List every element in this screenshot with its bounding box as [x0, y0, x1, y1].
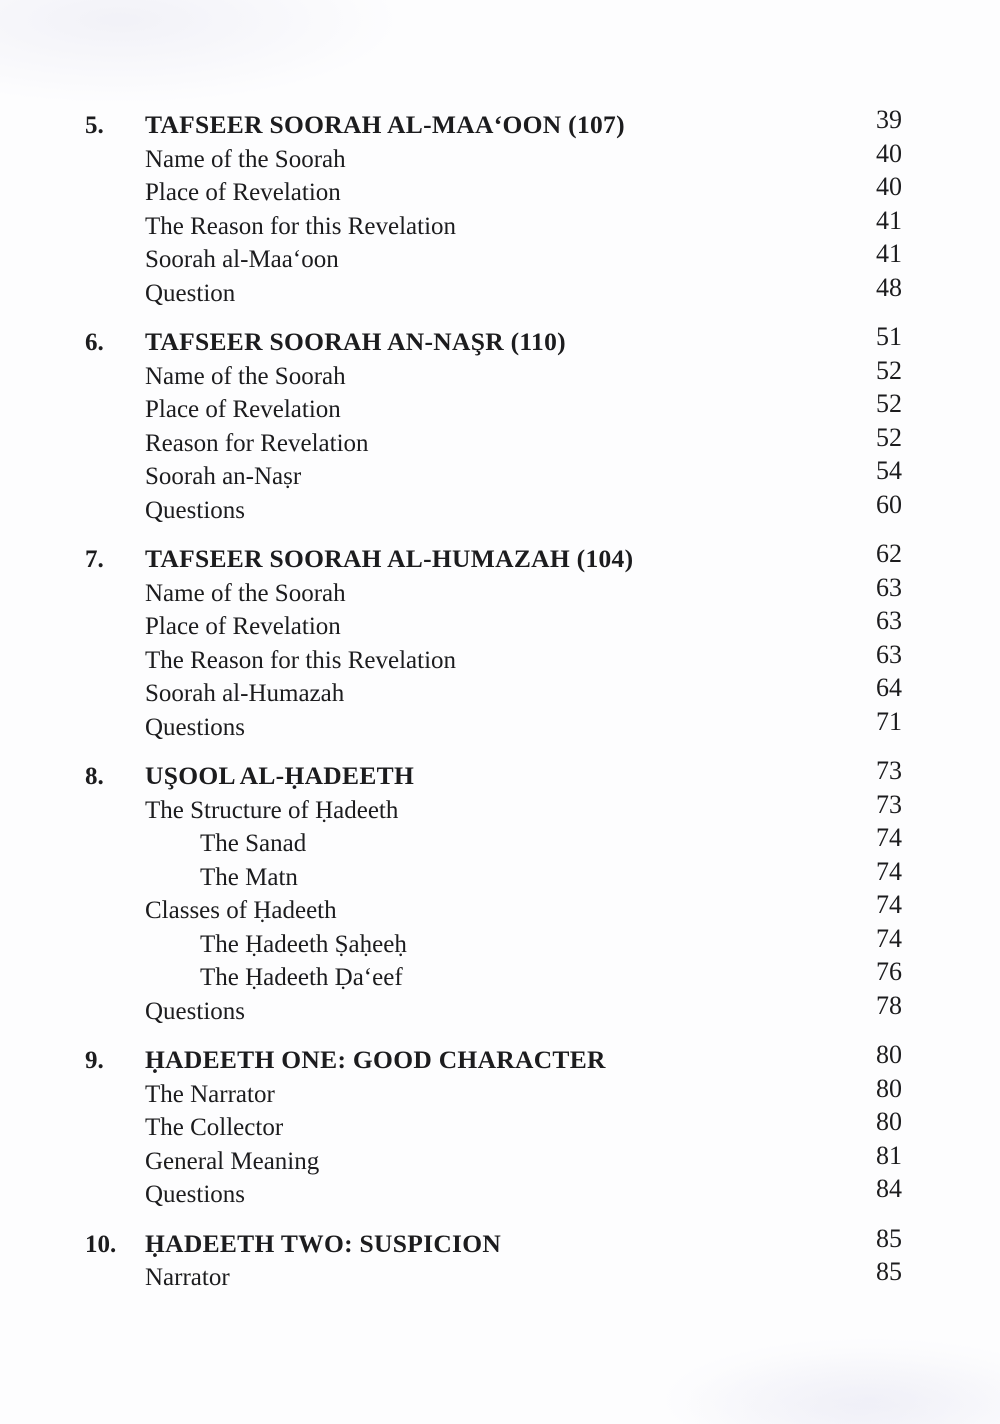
section-number: 7.: [85, 546, 104, 573]
item-page-number: 40: [876, 138, 902, 168]
toc-item-row: [85, 1140, 918, 1178]
item-label: General Meaning: [145, 1147, 320, 1175]
toc-item-row: [85, 890, 918, 927]
section-page-number: 80: [876, 1040, 902, 1069]
item-page-number: 74: [876, 923, 902, 953]
item-label: Place of Revelation: [145, 396, 341, 423]
item-label: Soorah al-Humazah: [145, 680, 345, 707]
section-title: UŞOOL AL-ḤADEETH: [145, 761, 415, 790]
toc-section-row: [85, 1223, 918, 1261]
section-page-number: 85: [876, 1223, 902, 1253]
item-label: Questions: [145, 1181, 245, 1208]
item-page-number: 74: [876, 856, 902, 886]
section-title: ḤADEETH ONE: GOOD CHARACTER: [145, 1045, 606, 1074]
item-label: The Reason for this Revelation: [145, 646, 457, 674]
toc-item-row: [85, 422, 918, 460]
item-page-number: 63: [876, 572, 902, 602]
item-label: The Sanad: [200, 830, 307, 857]
item-page-number: 74: [876, 890, 902, 919]
item-label: Questions: [145, 713, 245, 741]
item-page-number: 78: [876, 990, 902, 1020]
section-number: 8.: [85, 763, 104, 790]
section-number: 6.: [85, 329, 104, 356]
item-label: Narrator: [145, 1264, 230, 1291]
item-label: Questions: [145, 496, 245, 524]
item-label: Name of the Soorah: [145, 579, 346, 607]
item-page-number: 74: [876, 823, 902, 852]
item-page-number: 48: [876, 272, 902, 302]
toc-item-row: [85, 205, 918, 243]
item-label: Questions: [145, 997, 245, 1025]
toc-item-row: [85, 789, 918, 827]
toc-item-row: [85, 1174, 918, 1211]
toc-item-row: [85, 272, 918, 310]
item-page-number: 84: [876, 1174, 902, 1203]
item-page-number: 52: [876, 355, 902, 385]
item-label: Place of Revelation: [145, 179, 341, 206]
item-page-number: 76: [876, 957, 902, 986]
item-page-number: 52: [876, 422, 902, 452]
item-page-number: 41: [876, 205, 902, 235]
item-label: The Collector: [145, 1114, 284, 1141]
toc-item-row: [85, 172, 918, 209]
item-page-number: 73: [876, 789, 902, 819]
toc-item-row: [85, 923, 918, 961]
section-title: ḤADEETH TWO: SUSPICION: [145, 1228, 502, 1258]
item-label: Place of Revelation: [145, 613, 341, 640]
item-page-number: 81: [876, 1140, 902, 1170]
item-label: Soorah al-Maa‘oon: [145, 246, 339, 273]
section-page-number: 51: [876, 322, 902, 351]
section-title: TAFSEER SOORAH AL-HUMAZAH (104): [145, 544, 634, 573]
toc-item-row: [85, 138, 918, 176]
section-number: 10.: [85, 1230, 117, 1258]
toc-item-row: [85, 673, 918, 710]
toc-section-row: [85, 1040, 918, 1077]
toc-item-row: [85, 1107, 918, 1144]
item-page-number: 63: [876, 639, 902, 669]
item-label: Question: [145, 279, 236, 307]
item-page-number: 41: [876, 239, 902, 268]
item-label: The Narrator: [145, 1080, 275, 1108]
toc-item-row: [85, 606, 918, 643]
section-page-number: 73: [876, 756, 902, 785]
toc-item-row: [85, 355, 918, 393]
section-page-number: 39: [876, 105, 902, 134]
item-label: The Ḥadeeth Ṣaḥeeḥ: [200, 930, 407, 958]
item-page-number: 64: [876, 673, 902, 702]
toc-item-row: [85, 1257, 918, 1294]
toc-item-row: [85, 823, 918, 860]
item-label: Soorah an-Naṣr: [145, 463, 302, 490]
toc-item-row: [85, 990, 918, 1028]
item-page-number: 71: [876, 706, 902, 736]
toc-item-row: [85, 239, 918, 276]
section-number: 5.: [85, 112, 104, 139]
item-label: Reason for Revelation: [145, 429, 369, 457]
toc-section-row: [85, 539, 918, 576]
toc-item-row: [85, 489, 918, 527]
item-label: The Structure of Ḥadeeth: [145, 796, 399, 824]
toc-item-row: [85, 1073, 918, 1111]
item-page-number: 80: [876, 1073, 902, 1103]
section-number: 9.: [85, 1047, 104, 1074]
toc-item-row: [85, 456, 918, 493]
toc-item-row: [85, 389, 918, 426]
item-page-number: 85: [876, 1257, 902, 1286]
toc-section-row: [85, 105, 918, 142]
toc-item-row: [85, 957, 918, 994]
item-label: Classes of Ḥadeeth: [145, 897, 337, 924]
toc-section-row: [85, 322, 918, 359]
toc-item-row: [85, 706, 918, 744]
toc-section-row: [85, 756, 918, 793]
item-label: The Ḥadeeth Ḍa‘eef: [200, 964, 403, 991]
item-label: The Matn: [200, 863, 298, 891]
section-page-number: 62: [876, 539, 902, 568]
item-label: Name of the Soorah: [145, 145, 346, 173]
section-title: TAFSEER SOORAH AN-NAŞR (110): [145, 327, 566, 356]
item-page-number: 54: [876, 456, 902, 485]
item-page-number: 63: [876, 606, 902, 635]
item-label: The Reason for this Revelation: [145, 212, 457, 240]
toc-item-row: [85, 639, 918, 677]
item-page-number: 80: [876, 1107, 902, 1136]
item-label: Name of the Soorah: [145, 362, 346, 390]
section-title: TAFSEER SOORAH AL-MAA‘OON (107): [145, 110, 625, 139]
toc-item-row: [85, 572, 918, 610]
item-page-number: 52: [876, 389, 902, 418]
item-page-number: 40: [876, 172, 902, 201]
toc-item-row: [85, 856, 918, 894]
item-page-number: 60: [876, 489, 902, 519]
